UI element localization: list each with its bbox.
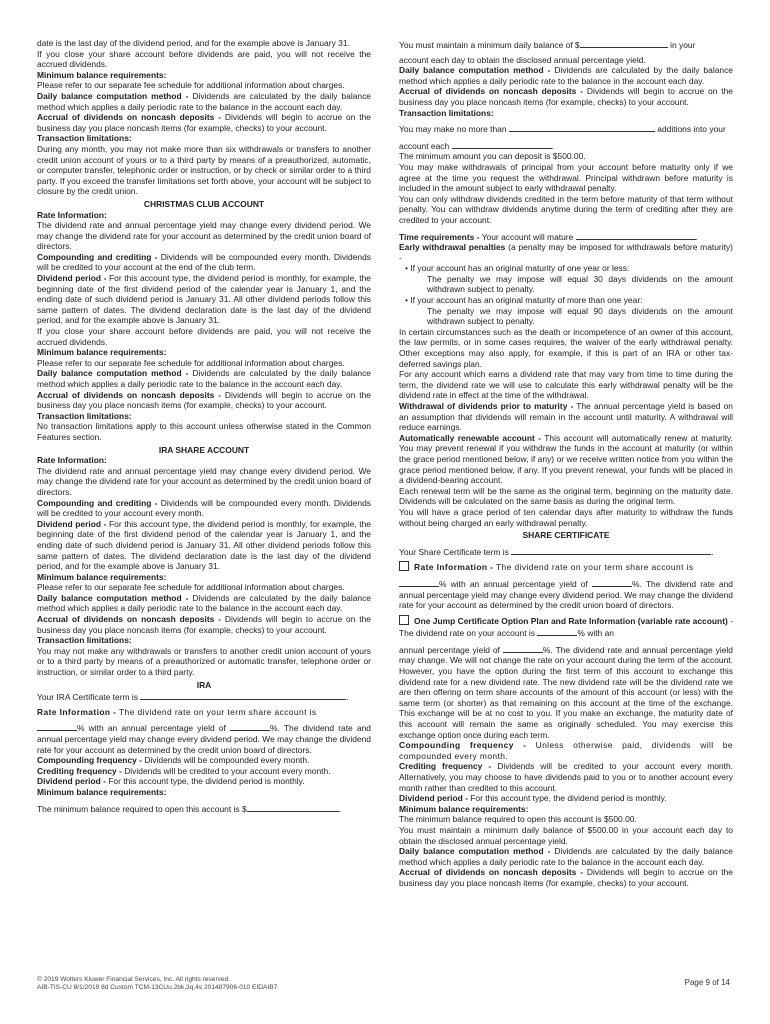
paragraph-text: - The dividend rate on your account is <box>399 615 733 639</box>
paragraph <box>37 776 371 787</box>
paragraph-text: The dividend rate on your term share account is <box>493 562 694 573</box>
paragraph-text: Dividends will begin to accrue on the business day you place noncash items (for example, checks) to your account. <box>399 86 733 107</box>
run-in-heading: Compounding and crediting - <box>37 251 158 262</box>
run-in-heading: Early withdrawal penalties <box>399 242 506 253</box>
run-in-heading: Daily balance computation method - <box>399 65 551 76</box>
paragraph: The minimum amount you can deposit is $500.00. <box>399 151 586 162</box>
paragraph-text: Dividends are calculated by the daily balance method which applies a daily periodic rate to the balance in the account each day. <box>37 368 371 389</box>
run-in-heading: Accrual of dividends on noncash deposits - <box>37 112 222 123</box>
heading: Rate Information: <box>37 209 107 220</box>
paragraph-text: Dividends are calculated by the daily balance method which applies a daily periodic rate to the balance in the account each day. <box>37 592 371 614</box>
addition-period-field[interactable] <box>452 139 552 149</box>
bullet-item: • If your account has an original maturity of more than one year: <box>405 295 643 306</box>
paragraph <box>399 643 733 740</box>
bullet-subtext: The penalty we may impose will equal 90 days dividends on the amount withdrawn subject to penalty. <box>427 305 733 327</box>
paragraph <box>37 766 371 777</box>
heading: Minimum balance requirements: <box>37 571 167 582</box>
paragraph-text: For this account type, the dividend period is monthly. <box>467 793 667 804</box>
section-title-christmas-club: CHRISTMAS CLUB ACCOUNT <box>143 198 265 209</box>
paragraph-text: Dividends will be compounded every month. Dividends will be credited to your account at the end of the club term. <box>37 251 371 273</box>
run-in-heading: Withdrawal of dividends prior to maturity - <box>399 401 574 411</box>
paragraph-text: %. The dividend rate and annual percentage yield may change. We will not change the rate on your account during the term of the account. However, you have the option during the first term of this account to exchange this dividend rate for a new dividend rate. The new dividend rate will be the dividend rate we are then offering on term share accounts of the amount of this account (or less) with the same term (or shorter) as that remaining on this account at the time of the exchange. This exchange will be at no cost to you. If you make an exchange, the maturity date of this account will remain the same as originally scheduled. You may exercise this exchange option once during each term. <box>399 644 733 740</box>
paragraph: The minimum balance required to open this account is $500.00. <box>399 814 637 825</box>
paragraph: The dividend rate and annual percentage yield may change every dividend period. We may change the dividend rate for your account as determined by the credit union board of directors. <box>37 465 371 497</box>
paragraph <box>37 390 371 411</box>
run-in-heading: Accrual of dividends on noncash deposits - <box>37 614 222 625</box>
paragraph <box>37 498 371 519</box>
paragraph: You must maintain a minimum daily balance of $500.00 in your account each day to obtain the disclosed annual percentage yield. <box>399 824 733 846</box>
paragraph-text: Dividends will begin to accrue on the business day you place noncash items (for example, checks) to your account. <box>37 112 371 133</box>
label: Your IRA Certificate term is <box>37 692 138 703</box>
paragraph-text: % with an annual percentage yield of <box>439 578 588 589</box>
paragraph <box>37 273 371 326</box>
paragraph <box>37 707 371 718</box>
paragraph: If you close your share account before dividends are paid, you will not receive the accrued dividends. <box>37 48 371 70</box>
paragraph: The dividend rate and annual percentage yield may change every dividend period. We may change the dividend rate for your account as determined by the credit union board of directors. <box>37 220 371 252</box>
paragraph-text: Unless otherwise paid, dividends will be compounded every month. <box>399 740 733 761</box>
section-title-ira-share: IRA SHARE ACCOUNT <box>158 444 250 455</box>
paragraph-text: annual percentage yield of <box>399 644 500 655</box>
paragraph <box>399 577 733 611</box>
paragraph-text: Your account will mature <box>479 231 574 242</box>
paragraph-text: %. The dividend rate and annual percentage yield may change every dividend period. We may change the dividend rate for your account as determined by the credit union board of directors. <box>399 578 733 611</box>
label: account each <box>399 140 450 151</box>
label: You must maintain a minimum daily balance of $ <box>399 40 580 50</box>
paragraph-text: The annual percentage yield is based on an assumption that dividends will remain in the account until maturity. A withdrawal will reduce earnings. <box>399 401 733 433</box>
ira-rate-field[interactable] <box>37 721 77 731</box>
run-in-heading: Accrual of dividends on noncash deposits - <box>399 86 584 97</box>
label: The minimum balance required to open this account is $ <box>37 803 247 814</box>
label: in your <box>670 40 696 50</box>
page-number: Page 9 of 14 <box>684 978 730 987</box>
run-in-heading: Crediting frequency - <box>399 761 492 772</box>
bullet-text: If your account has an original maturity of one year or less: <box>410 263 630 274</box>
paragraph: You will have a grace period of ten calendar days after maturity to withdraw the funds without being charged an early withdrawal penalty. <box>399 506 733 528</box>
run-in-heading: Dividend period - <box>399 793 468 804</box>
paragraph-text: (a penalty may be imposed for withdrawals before maturity) - <box>399 242 733 263</box>
paragraph <box>37 519 371 572</box>
paragraph <box>399 615 733 639</box>
paragraph <box>399 761 733 793</box>
ira-min-open-field[interactable] <box>247 802 339 812</box>
maturity-line: Time requirements - Your account will mature . <box>399 231 699 242</box>
heading: Minimum balance requirements: <box>37 347 167 358</box>
paragraph-text: For this account type, the dividend period is monthly. <box>105 776 305 787</box>
paragraph: Please refer to our separate fee schedule for additional information about charges. <box>37 357 345 368</box>
sc-apy-field[interactable] <box>592 577 632 587</box>
paragraph <box>37 112 371 133</box>
heading: Transaction limitations: <box>37 133 132 144</box>
paragraph <box>399 65 733 86</box>
right-column <box>399 38 733 889</box>
oj-apy-field[interactable] <box>503 643 543 653</box>
paragraph-text: For this account type, the dividend period is monthly, for example, the beginning date of the first dividend period of the calendar year is January 1, and the ending date of such dividend period is January 31. All other dividend periods follow this same pattern of dates. The dividend declaration date is the last day of the dividend period, and for the example above is January 31. <box>37 273 371 326</box>
run-in-heading: Compounding frequency - <box>37 755 142 766</box>
maintain-line <box>399 38 733 51</box>
paragraph: For any account which earns a dividend rate that may vary from time to time during the term, the dividend rate we will use to calculate this early withdrawal penalty will be the dividend rate in effect at the time of the withdrawal. <box>399 369 733 401</box>
paragraph <box>37 252 371 273</box>
run-in-heading: Rate Information - <box>37 706 117 717</box>
paragraph-text: Dividends will be compounded every month. Dividends will be credited to your account every month. <box>37 497 371 519</box>
paragraph: During any month, you may not make more than six withdrawals or transfers to another credit union account of yours or to a third party by means of a preauthorized, automatic, or computer transfer, telephonic order or instruction, or by check or similar order to a third party. If you exceed the transfer limitations set forth above, your account will be subject to closure by the credit union. <box>37 143 371 197</box>
run-in-heading: Daily balance computation method - <box>37 90 189 101</box>
paragraph-text: Dividends are calculated by the daily balance method which applies a daily periodic rate to the balance in the account each day. <box>399 65 733 86</box>
paragraph <box>399 793 733 804</box>
paragraph <box>399 740 733 761</box>
label: Your Share Certificate term is <box>399 546 509 557</box>
paragraph-text: Dividends are calculated by the daily balance method which applies a daily periodic rate to the balance in the account each day. <box>37 90 371 112</box>
heading: Transaction limitations: <box>37 410 132 421</box>
paragraph-text: %. The dividend rate and annual percentage yield may change every dividend period. We may change the dividend rate for your account as determined by the credit union board of directors. <box>37 723 371 755</box>
one-jump-checkbox[interactable] <box>399 615 409 625</box>
run-in-heading: Rate Information - <box>414 562 494 573</box>
heading: Rate Information: <box>37 455 107 466</box>
paragraph <box>399 242 733 263</box>
paragraph-text: The dividend rate on your term share account is <box>116 706 317 717</box>
paragraph <box>37 368 371 389</box>
paragraph: You may make withdrawals of principal from your account before maturity only if we agree at the time you request the withdrawal. Principal withdrawn before maturity is included in the amount subject to early withdrawal penalty. <box>399 161 733 194</box>
label: You may make no more than <box>399 124 507 135</box>
paragraph <box>37 614 371 635</box>
heading: Transaction limitations: <box>37 635 132 646</box>
section-title-share-certificate: SHARE CERTIFICATE <box>522 530 610 541</box>
run-in-heading: Daily balance computation method - <box>37 592 189 603</box>
paragraph <box>399 561 733 573</box>
paragraph-text: Dividends will be credited to your account every month. <box>121 765 331 776</box>
paragraph-text: This account will automatically renew at maturity. You may prevent renewal if you withdraw the funds in the account at maturity (or within the grace period mentioned below, if any) or we receive written notice from you within the grace period mentioned below, if any. If you prevent renewal, your funds will be placed in a dividend-bearing account. <box>399 432 733 486</box>
run-in-heading: Crediting frequency - <box>37 765 122 776</box>
paragraph: account each day to obtain the disclosed annual percentage yield. <box>399 54 646 65</box>
ira-term-field[interactable] <box>140 690 346 700</box>
paragraph <box>399 401 733 433</box>
run-in-heading: Automatically renewable account - <box>399 432 542 443</box>
heading: Minimum balance requirements: <box>37 69 167 80</box>
paragraph: Please refer to our separate fee schedule for additional information about charges. <box>37 80 345 91</box>
paragraph: Each renewal term will be the same as the original term, beginning on the maturity date. Dividends will be calculated on the same basis as during the original term. <box>399 485 733 507</box>
account-each-line: account each . <box>399 140 554 151</box>
paragraph: You may not make any withdrawals or transfers to another credit union account of yours or to a third party by means of a preauthorized or automatic transfer, telephone order or instruction, or similar order to a third party. <box>37 645 371 678</box>
maturity-field[interactable] <box>576 230 696 240</box>
section-title-ira: IRA <box>196 679 212 690</box>
run-in-heading: Daily balance computation method - <box>37 368 189 379</box>
min-daily-balance-field[interactable] <box>580 38 668 48</box>
run-in-heading: Accrual of dividends on noncash deposits - <box>399 867 584 878</box>
run-in-heading: Compounding and crediting - <box>37 497 158 508</box>
paragraph: Please refer to our separate fee schedule for additional information about charges. <box>37 582 345 593</box>
ira-apy-field[interactable] <box>230 721 270 731</box>
sc-term-field[interactable] <box>511 545 711 555</box>
sc-term-line: Your Share Certificate term is . <box>399 546 714 557</box>
paragraph: No transaction limitations apply to this account unless otherwise stated in the Common Features section. <box>37 421 371 442</box>
paragraph-text: % with an annual percentage yield of <box>77 723 226 734</box>
paragraph: In certain circumstances such as the death or incompetence of an owner of this account, the law permits, or in some cases requires, the waiver of the early withdrawal penalty. Other exceptions may also apply, for example, if this is part of an IRA or other tax-deferred savings plan. <box>399 326 733 369</box>
paragraph <box>399 86 733 107</box>
run-in-heading: Accrual of dividends on noncash deposits - <box>37 389 222 400</box>
run-in-heading: Dividend period - <box>37 273 107 284</box>
footer-left <box>37 976 277 992</box>
paragraph-text: For this account type, the dividend period is monthly, for example, the beginning date of the first dividend period of the calendar year is January 1, and the ending date of such dividend period is January 31. All other dividend periods follow this same pattern of dates. The dividend declaration date is the last day of the dividend period, and for the example above is January 31. <box>37 518 371 572</box>
heading: Minimum balance requirements: <box>37 786 167 797</box>
min-open-line: The minimum balance required to open this account is $ . <box>37 803 342 814</box>
heading: Transaction limitations: <box>399 107 494 118</box>
oj-rate-field[interactable] <box>537 626 577 636</box>
rate-information-checkbox[interactable] <box>399 561 409 571</box>
paragraph-text: Dividends will begin to accrue on the business day you place noncash items (for example, checks) to your account. <box>399 867 733 888</box>
paragraph-text: Dividends are calculated by the daily balance method which applies a daily periodic rate to the balance in the account each day. <box>399 846 733 867</box>
run-in-heading: Time requirements - <box>399 231 480 242</box>
paragraph-text: Dividends will be compounded every month. <box>142 755 310 766</box>
paragraph: You can only withdraw dividends credited in the term before maturity of that term without penalty. You can withdraw dividends anytime during the term of crediting after they are credited to your account. <box>399 193 733 225</box>
paragraph-text: Dividends will begin to accrue on the business day you place noncash items (for example, checks) to your account. <box>37 389 371 411</box>
bullet-item: • If your account has an original maturity of one year or less: <box>405 263 630 274</box>
run-in-heading: Dividend period - <box>37 776 106 787</box>
ira-term-line: Your IRA Certificate term is . <box>37 692 349 703</box>
paragraph: date is the last day of the dividend period, and for the example above is January 31. <box>37 38 350 48</box>
bullet-text: If your account has an original maturity of more than one year: <box>410 295 643 306</box>
copyright-text: © 2019 Wolters Kluwer Financial Services, Inc. All rights reserved. <box>37 976 231 983</box>
run-in-heading: Daily balance computation method - <box>399 846 551 857</box>
heading: Minimum balance requirements: <box>399 803 529 814</box>
paragraph <box>37 721 371 755</box>
left-column <box>37 38 371 814</box>
additions-count-field[interactable] <box>509 122 655 132</box>
paragraph <box>37 91 371 112</box>
bullet-subtext: The penalty we may impose will equal 30 days dividends on the amount withdrawn subject to penalty. <box>427 273 733 295</box>
paragraph <box>37 593 371 614</box>
sc-rate-field[interactable] <box>399 577 439 587</box>
paragraph <box>399 846 733 867</box>
label: additions into your <box>657 124 726 135</box>
run-in-heading: Compounding frequency - <box>399 740 527 751</box>
paragraph-text: Dividends will be credited to your account every month. Alternatively, you may choose to have dividends paid to you or to another account every month rather than credited to this account. <box>399 761 734 793</box>
paragraph <box>399 867 733 888</box>
paragraph <box>399 433 733 486</box>
form-code: AIB-TIS-CU 8/1/2019 8d Custom TCM-13CUu,2bk,3q,4s 201487906-010 EIDAIB7 <box>37 984 278 991</box>
run-in-heading: Dividend period - <box>37 518 107 529</box>
paragraph <box>37 755 371 766</box>
paragraph: If you close your share account before dividends are paid, you will not receive the accrued dividends. <box>37 326 371 347</box>
additions-line <box>399 122 733 135</box>
paragraph-text: % with an <box>577 628 614 639</box>
run-in-heading: One Jump Certificate Option Plan and Rate Information (variable rate account) <box>414 615 728 626</box>
paragraph-text: Dividends will begin to accrue on the business day you place noncash items (for example, checks) to your account. <box>37 614 371 635</box>
